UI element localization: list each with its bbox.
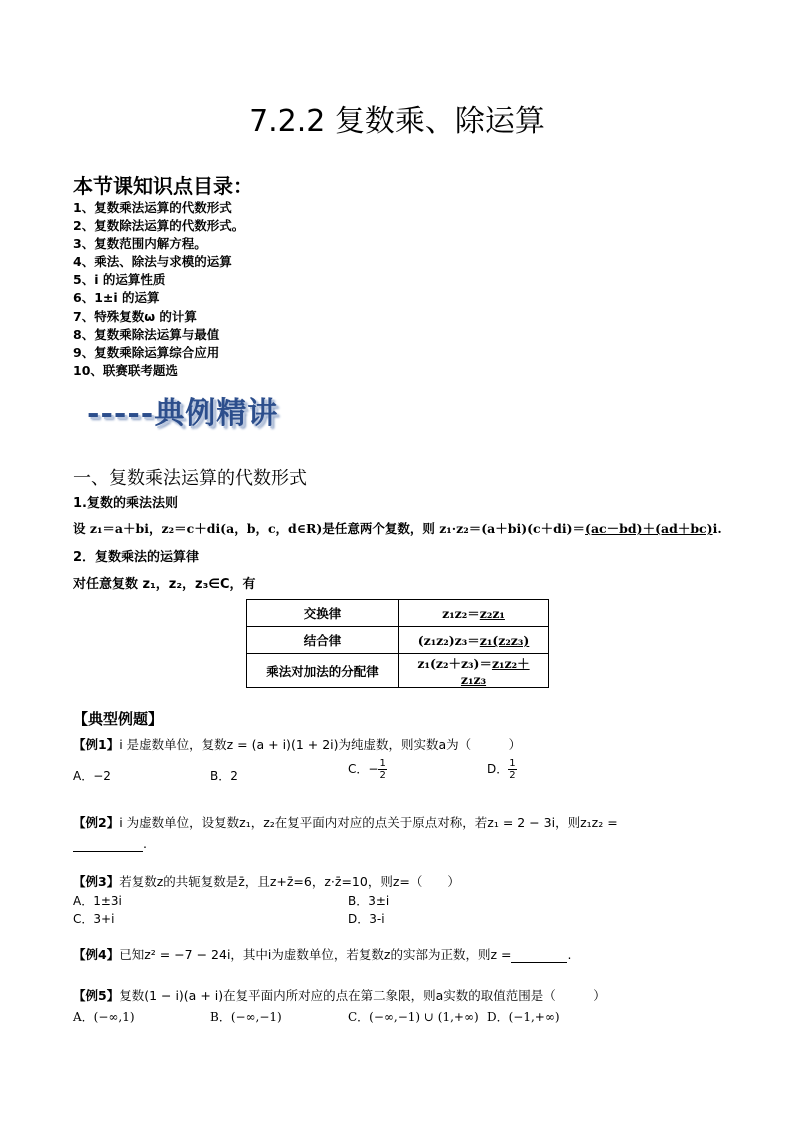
fraction-numerator: 1 (379, 758, 386, 769)
law-name: 乘法对加法的分配律 (247, 654, 399, 688)
example-1 (73, 735, 521, 753)
rule-text-b: i. (712, 521, 722, 536)
example-text: 复数(1 − i)(a + i)在复平面内所对应的点在第二象限，则a实数的取值范围是（ ） (119, 988, 606, 1003)
fraction-denominator: 2 (509, 770, 516, 781)
example-3 (73, 872, 460, 890)
toc-item: 9、复数乘除运算综合应用 (73, 344, 220, 360)
toc-item: 4、乘法、除法与求模的运算 (73, 254, 232, 270)
section-banner: -----典例精讲 (87, 396, 279, 431)
option-a: A．1±3i (73, 894, 122, 908)
laws-title: 2．复数乘法的运算律 (73, 550, 200, 565)
option-b: B．(−∞,−1) (210, 1010, 282, 1024)
example-5 (73, 986, 606, 1004)
option-d (487, 758, 517, 781)
example-tag: 【例4】 (73, 947, 120, 962)
rule-text-answer: (ac－bd)＋(ad＋bc) (585, 521, 713, 536)
option-d-prefix: D． (487, 762, 509, 776)
toc-item: 10、联赛联考题选 (73, 362, 178, 378)
laws-table (246, 599, 549, 688)
option-d: D．3-i (348, 912, 385, 926)
example-tag: 【例1】 (73, 737, 120, 752)
option-c-prefix: C．− (348, 762, 379, 776)
answer-line (73, 836, 147, 852)
law-left: (z₁z₂)z₃＝ (417, 633, 480, 648)
option-c (348, 758, 387, 781)
law-right: z₁z₂＋z₁z₃ (460, 656, 530, 687)
example-2 (73, 813, 618, 831)
law-formula (399, 627, 549, 654)
example-text: 已知z² = −7 − 24i，其中i为虚数单位，若复数z的实部为正数，则z = (119, 947, 512, 962)
example-tag: 【例5】 (73, 988, 120, 1003)
law-right: z₂z₁ (479, 606, 505, 621)
fraction (378, 758, 386, 781)
example-tag: 【例3】 (73, 874, 120, 889)
example-text: i 是虚数单位，复数z = (a + i)(1 + 2i)为纯虚数，则实数a为（ ） (119, 737, 522, 752)
fraction (508, 758, 516, 781)
example-tag: 【例2】 (73, 815, 120, 830)
example-text: 若复数z的共轭复数是z̄，且z+z̄=6，z·z̄=10，则z=（ ） (119, 874, 460, 889)
section-title: 一、复数乘法运算的代数形式 (73, 468, 307, 489)
option-c: C．3+i (73, 912, 115, 926)
law-name: 交换律 (247, 600, 399, 627)
law-name: 结合律 (247, 627, 399, 654)
table-row (247, 654, 549, 688)
page-title: 7.2.2 复数乘、除运算 (249, 104, 545, 139)
law-formula (399, 600, 549, 627)
table-row (247, 627, 549, 654)
toc-heading: 本节课知识点目录： (73, 174, 253, 198)
table-row (247, 600, 549, 627)
answer-tail: . (143, 836, 147, 851)
answer-blank[interactable] (511, 947, 567, 963)
answer-tail: . (567, 947, 572, 962)
laws-intro: 对任意复数 z₁，z₂，z₃∈C，有 (73, 577, 256, 592)
law-formula (399, 654, 549, 688)
fraction-numerator: 1 (509, 758, 516, 769)
toc-item: 6、1±i 的运算 (73, 290, 160, 306)
toc-item: 2、复数除法运算的代数形式。 (73, 218, 245, 234)
law-left: z₁(z₂＋z₃)＝ (417, 656, 492, 671)
rule-text-a: 设 z₁＝a＋bi，z₂＝c＋di(a，b，c，d∈R)是任意两个复数，则 z₁·z₂＝(a＋bi)(c＋di)＝ (73, 521, 586, 536)
toc-item: 7、特殊复数ω 的计算 (73, 308, 197, 324)
option-c: C．(−∞,−1) ∪ (1,+∞) (348, 1010, 479, 1024)
option-a: A．(−∞,1) (73, 1010, 135, 1024)
fraction-denominator: 2 (379, 770, 386, 781)
option-a: A．−2 (73, 769, 111, 783)
toc-item: 8、复数乘除法运算与最值 (73, 326, 220, 342)
toc-list (73, 199, 244, 380)
option-d: D．(−1,+∞) (487, 1010, 560, 1024)
toc-item: 1、复数乘法运算的代数形式 (73, 200, 232, 215)
examples-heading: 【典型例题】 (73, 710, 164, 728)
option-b: B．2 (210, 769, 238, 783)
option-b: B．3±i (348, 894, 390, 908)
rule-title: 1.复数的乘法法则 (73, 496, 178, 511)
answer-blank[interactable] (73, 836, 143, 852)
law-left: z₁z₂＝ (442, 606, 480, 621)
law-right: z₁(z₂z₃) (479, 633, 530, 648)
example-text: i 为虚数单位，设复数z₁，z₂在复平面内对应的点关于原点对称，若z₁ = 2 − 3i，则z₁z₂ = (119, 815, 618, 830)
example-4 (73, 945, 571, 963)
rule-text (73, 519, 722, 537)
toc-item: 5、i 的运算性质 (73, 272, 166, 288)
toc-item: 3、复数范围内解方程。 (73, 236, 207, 252)
